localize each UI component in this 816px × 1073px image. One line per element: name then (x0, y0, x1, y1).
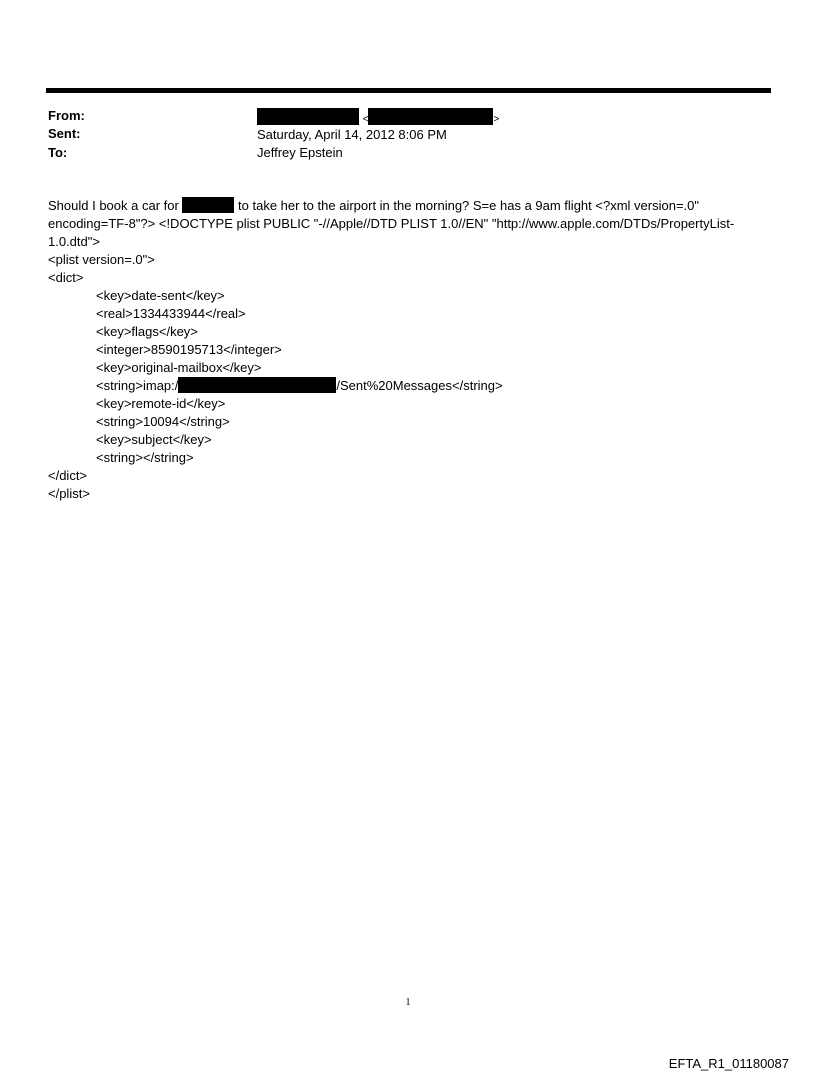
body-line: </dict> (48, 468, 88, 483)
body-line: <key>flags</key> (96, 324, 198, 339)
body-line: <real>1334433944</real> (96, 306, 246, 321)
bates-number: EFTA_R1_01180087 (668, 1056, 789, 1071)
body-text-segment: <string>imap:/ (96, 378, 179, 393)
body-text-segment: Should I book a car for (48, 198, 183, 213)
body-line: <integer>8590195713</integer> (96, 342, 282, 357)
from-value (257, 108, 499, 128)
body-line: <string></string> (96, 450, 194, 465)
page-number: 1 (405, 997, 411, 1008)
body-line: 1.0.dtd"> (48, 234, 100, 249)
redaction-mailbox-path (178, 377, 336, 393)
redaction-passenger-name (182, 197, 234, 213)
body-line: <dict> (48, 270, 84, 285)
body-line: <key>remote-id</key> (96, 396, 226, 411)
redaction-sender-name (257, 108, 359, 125)
to-value: Jeffrey Epstein (257, 145, 343, 160)
body-line: encoding=TF-8"?> <!DOCTYPE plist PUBLIC "-//Apple//DTD PLIST 1.0//EN" "http://www.apple.com/DTDs/PropertyList- (48, 216, 735, 231)
from-label: From: (48, 108, 85, 123)
body-line: <key>date-sent</key> (96, 288, 225, 303)
body-text-segment: /Sent%20Messages</string> (336, 378, 503, 393)
body-line: <key>subject</key> (96, 432, 212, 447)
redaction-sender-email (368, 108, 493, 125)
body-line (48, 197, 768, 215)
body-line: <plist version=.0"> (48, 252, 155, 267)
body-line (48, 377, 768, 395)
to-label: To: (48, 145, 68, 160)
body-line: <string>10094</string> (96, 414, 230, 429)
body-line: <key>original-mailbox</key> (96, 360, 262, 375)
from-gt: > (493, 114, 500, 125)
message-body (48, 197, 768, 503)
from-lt: < (362, 114, 369, 125)
body-text-segment: to take her to the airport in the morning? S=e has a 9am flight <?xml version=.0" (234, 198, 699, 213)
header-rule (46, 88, 771, 93)
body-line: </plist> (48, 486, 90, 501)
sent-value: Saturday, April 14, 2012 8:06 PM (257, 127, 447, 142)
sent-label: Sent: (48, 126, 81, 141)
